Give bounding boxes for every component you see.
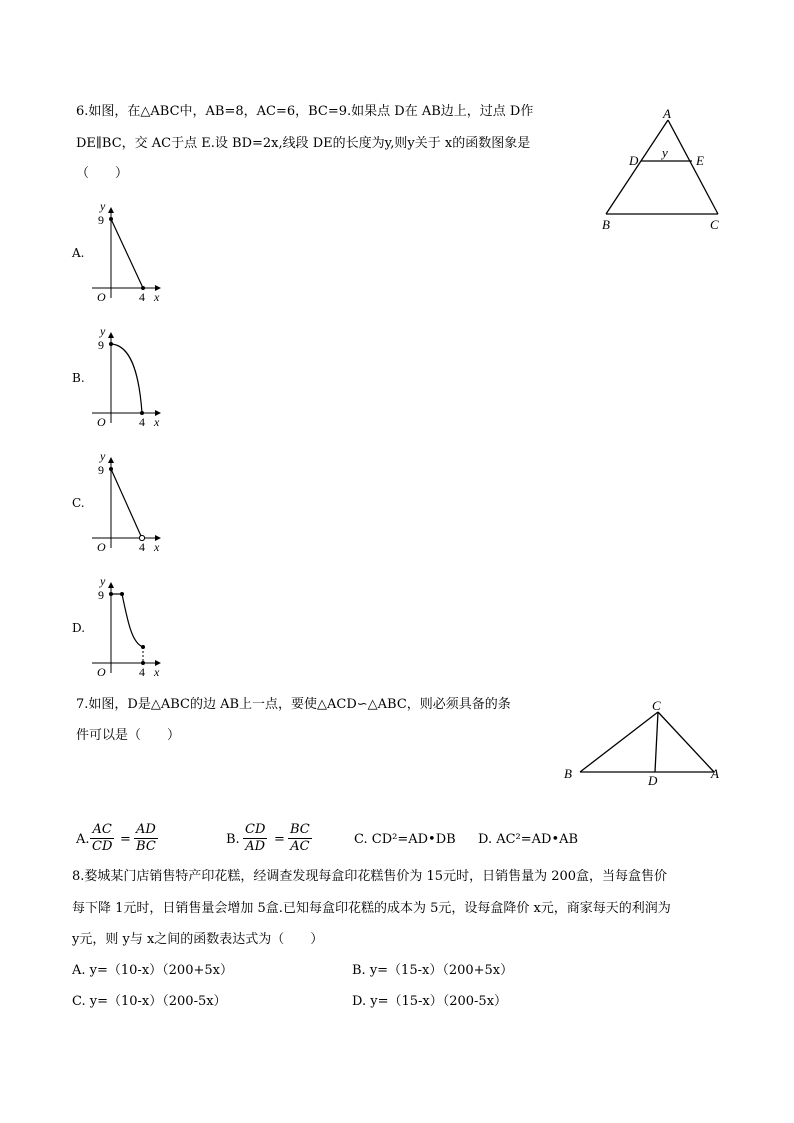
q6-option-d-graph	[90, 573, 170, 679]
q7-option-a-fraction-2	[134, 822, 158, 855]
q7-label-b: B	[564, 766, 572, 781]
q7-option-b-fraction-2	[288, 822, 312, 855]
q8-option-a: A. y=（10-x）（200+5x）	[72, 963, 233, 978]
q6-line-3: （ ）	[76, 166, 129, 181]
q7-option-a-letter: A.	[76, 832, 90, 847]
y-tick-9: 9	[98, 588, 104, 602]
y-axis-label: y	[100, 574, 106, 588]
x-axis-label: x	[154, 540, 160, 554]
q7-option-a-equals: =	[120, 832, 131, 847]
q6-option-a-graph	[90, 198, 170, 304]
q6-line-1: 6.如图，在△ABC中，AB=8，AC=6，BC=9.如果点 D在 AB边上，过点 D作	[76, 104, 534, 119]
q7-option-a-fraction-1	[90, 822, 114, 855]
q7-option-d: D. AC²=AD•AB	[478, 832, 579, 847]
denominator: CD	[92, 839, 113, 854]
denominator: AC	[290, 839, 310, 854]
q7-option-b-equals: =	[274, 832, 285, 847]
origin-label: O	[97, 665, 106, 679]
q6-label-c: C	[710, 217, 719, 232]
q7-line-2: 件可以是（ ）	[76, 728, 181, 743]
numerator: BC	[290, 822, 310, 837]
q6-option-a-letter: A.	[72, 246, 85, 260]
y-tick-9: 9	[98, 463, 104, 477]
y-tick-9: 9	[98, 338, 104, 352]
x-tick-4: 4	[139, 290, 145, 304]
q6-line-2: DE∥BC，交 AC于点 E.设 BD=2x,线段 DE的长度为y,则y关于 x的函数图象是	[76, 136, 531, 151]
y-axis-label: y	[100, 199, 106, 213]
q6-option-c-letter: C.	[72, 496, 85, 510]
denominator: AD	[245, 839, 266, 854]
q7-label-c: C	[652, 698, 661, 713]
x-tick-4: 4	[139, 415, 145, 429]
q8-line-1: 8.婺城某门店销售特产印花糕，经调查发现每盒印花糕售价为 15元时，日销售量为 200盒，当每盒售价	[72, 869, 668, 884]
q7-label-d: D	[648, 773, 658, 788]
q6-triangle-figure	[596, 104, 732, 236]
q7-option-b-fraction-1	[243, 822, 267, 855]
origin-label: O	[97, 290, 106, 304]
numerator: AC	[90, 822, 114, 839]
numerator: AD	[136, 822, 156, 837]
x-axis-label: x	[154, 665, 160, 679]
q7-option-b-letter: B.	[226, 832, 240, 847]
q6-option-c-graph	[90, 448, 170, 554]
origin-label: O	[97, 540, 106, 554]
q6-label-a: A	[663, 106, 671, 121]
q6-option-d-letter: D.	[72, 621, 86, 635]
q6-option-b-letter: B.	[72, 371, 85, 385]
q8-option-c: C. y=（10-x）（200-5x）	[72, 994, 227, 1009]
numerator: CD	[245, 822, 266, 837]
origin-label: O	[97, 415, 106, 429]
q6-label-y: y	[662, 145, 668, 160]
x-tick-4: 4	[139, 540, 145, 554]
q6-option-b-graph	[90, 323, 170, 429]
q7-line-1: 7.如图，D是△ABC的边 AB上一点，要使△ACD∽△ABC，则必须具备的条	[76, 697, 511, 712]
x-tick-4: 4	[139, 665, 145, 679]
q8-option-b: B. y=（15-x）（200+5x）	[352, 963, 514, 978]
q7-triangle-figure	[560, 696, 730, 790]
q6-label-b: B	[602, 217, 610, 232]
x-axis-label: x	[154, 415, 160, 429]
x-axis-label: x	[154, 290, 160, 304]
y-tick-9: 9	[98, 213, 104, 227]
q8-line-3: y元，则 y与 x之间的函数表达式为（ ）	[72, 932, 324, 947]
y-axis-label: y	[100, 324, 106, 338]
q8-line-2: 每下降 1元时，日销售量会增加 5盒.已知每盒印花糕的成本为 5元，设每盒降价 x元，商家每天的利润为	[72, 901, 671, 916]
q7-option-c: C. CD²=AD•DB	[354, 832, 456, 847]
q8-option-d: D. y=（15-x）（200-5x）	[352, 994, 508, 1009]
q6-label-d: D	[629, 153, 639, 168]
q6-label-e: E	[696, 153, 704, 168]
denominator: BC	[136, 839, 156, 854]
q7-label-a: A	[711, 766, 719, 781]
y-axis-label: y	[100, 449, 106, 463]
